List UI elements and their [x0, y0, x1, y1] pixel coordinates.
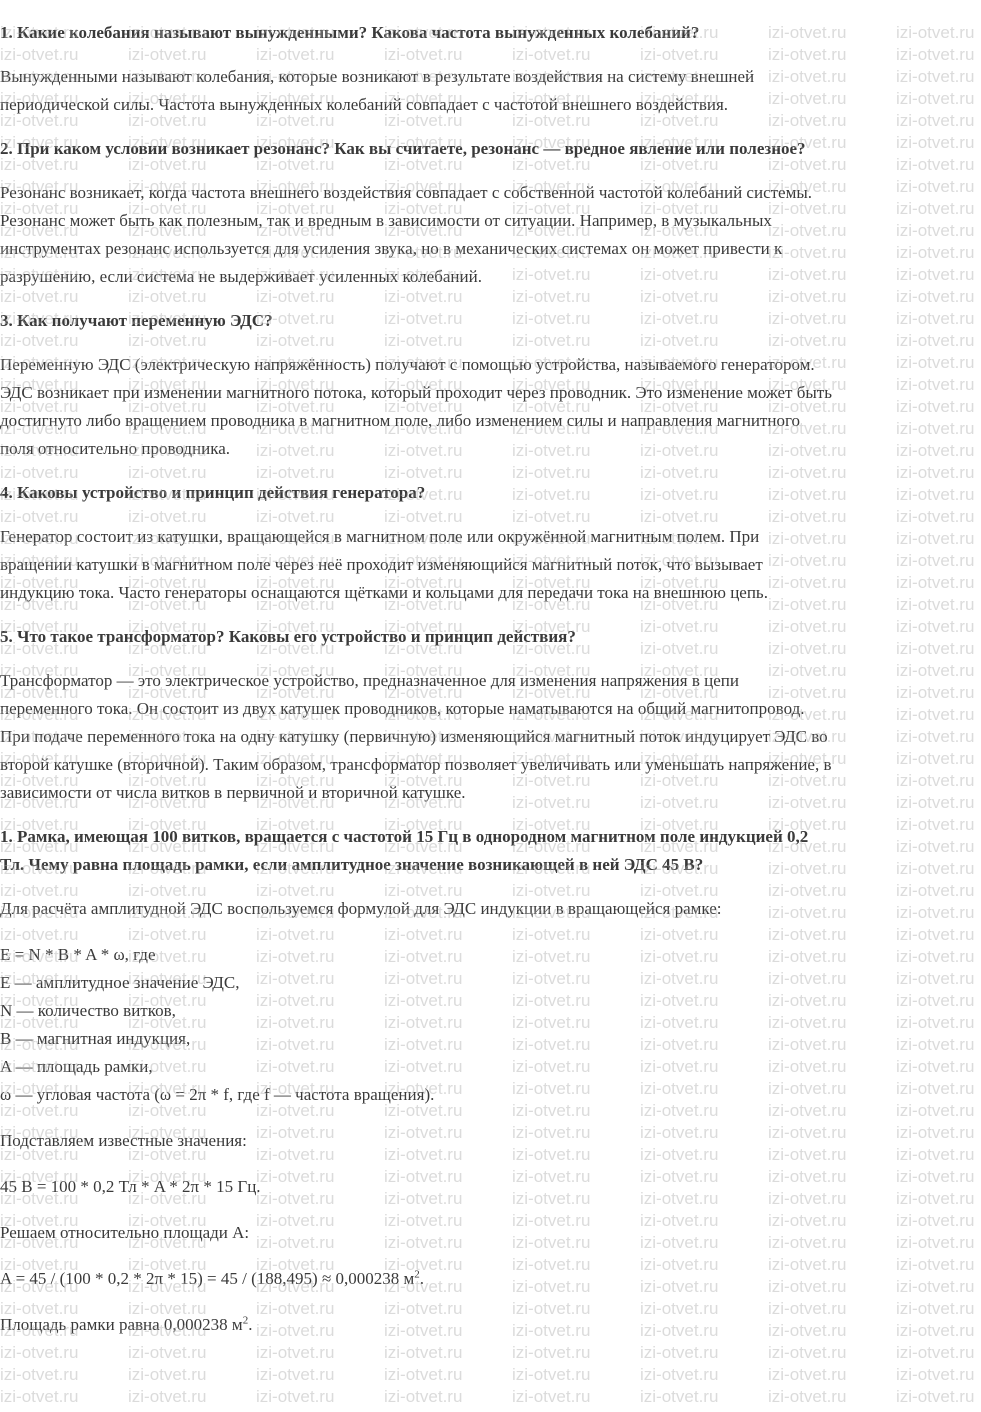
- final-answer-tail: .: [248, 1315, 253, 1334]
- final-answer-unit-exponent: 2: [242, 1314, 249, 1327]
- question-1-heading: 1. Какие колебания называют вынужденными? Какова частота вынужденных колебаний?: [0, 23, 700, 42]
- answer-2-line-2: Резонанс может быть как полезным, так и вредным в зависимости от ситуации. Например, в музыкальных: [0, 211, 772, 230]
- question-3-heading: 3. Как получают переменную ЭДС?: [0, 311, 273, 330]
- question-4-heading: 4. Каковы устройство и принцип действия генератора?: [0, 483, 426, 502]
- answer-1-line-1: Вынужденными называют колебания, которые возникают в результате воздействия на систему внешней: [0, 67, 755, 86]
- answer-3-line-4: поля относительно проводника.: [0, 439, 231, 458]
- solution-equation: [0, 1265, 981, 1293]
- formula-line-4: B — магнитная индукция,: [0, 1029, 191, 1048]
- answer-1-line-2: периодической силы. Частота вынужденных колебаний совпадает с частотой внешнего воздействия.: [0, 95, 729, 114]
- final-answer-text: Площадь рамки равна 0,000238 м: [0, 1315, 243, 1334]
- answer-5-line-5: зависимости от числа витков в первичной и вторичной катушке.: [0, 783, 466, 802]
- answer-2-line-1: Резонанс возникает, когда частота внешнего воздействия совпадает с собственной частотой колебаний системы.: [0, 183, 813, 202]
- problem-heading-line-1: 1. Рамка, имеющая 100 витков, вращается с частотой 15 Гц в однородном магнитном поле индукцией 0,2: [0, 827, 809, 846]
- formula-line-5: A — площадь рамки,: [0, 1057, 153, 1076]
- problem-intro: Для расчёта амплитудной ЭДС воспользуемся формулой для ЭДС индукции в вращающейся рамке:: [0, 899, 722, 918]
- question-5-heading: 5. Что такое трансформатор? Каковы его устройство и принцип действия?: [0, 627, 576, 646]
- answer-4-line-2: вращении катушки в магнитном поле через неё проходит изменяющийся магнитный поток, что вызывает: [0, 555, 763, 574]
- problem-heading-line-2: Тл. Чему равна площадь рамки, если амплитудное значение возникающей в ней ЭДС 45 В?: [0, 855, 704, 874]
- substitute-label: Подставляем известные значения:: [0, 1131, 247, 1150]
- answer-5-line-4: второй катушке (вторичной). Таким образом, трансформатор позволяет увеличивать или уменьшать напряжение, в: [0, 755, 832, 774]
- solution-text: A = 45 / (100 * 0,2 * 2π * 15) = 45 / (188,495) ≈ 0,000238 м: [0, 1269, 415, 1288]
- answer-5-line-2: переменного тока. Он состоит из двух катушек проводников, которые наматываются на общий магнитопровод.: [0, 699, 805, 718]
- formula-line-6: ω — угловая частота (ω = 2π * f, где f — частота вращения).: [0, 1085, 435, 1104]
- solution-tail: .: [419, 1269, 425, 1288]
- formula-line-1: E = N * B * A * ω, где: [0, 945, 156, 964]
- answer-5-line-1: Трансформатор — это электрическое устройство, предназначенное для изменения напряжения в цепи: [0, 671, 739, 690]
- substitution-equation: 45 В = 100 * 0,2 Тл * A * 2π * 15 Гц.: [0, 1177, 261, 1196]
- answer-2-line-3: инструментах резонанс используется для усиления звука, но в механических системах он может привести к: [0, 239, 783, 258]
- solution-unit-exponent: 2: [414, 1268, 420, 1281]
- final-answer: [0, 1311, 981, 1339]
- answer-4-line-1: Генератор состоит из катушки, вращающейся в магнитном поле или окружённой магнитным полем. При: [0, 527, 760, 546]
- formula-line-2: E — амплитудное значение ЭДС,: [0, 973, 240, 992]
- answer-3-line-3: достигнуто либо вращением проводника в магнитном поле, либо изменением силы и направления магнитного: [0, 411, 800, 430]
- formula-line-3: N — количество витков,: [0, 1001, 176, 1020]
- document-content: [0, 19, 981, 1339]
- answer-2-line-4: разрушению, если система не выдерживает усиленных колебаний.: [0, 267, 482, 286]
- answer-4-line-3: индукцию тока. Часто генераторы оснащаются щётками и кольцами для передачи тока на внешнюю цепь.: [0, 583, 768, 602]
- answer-3-line-1: Переменную ЭДС (электрическую напряжённость) получают с помощью устройства, называемого генератором.: [0, 355, 815, 374]
- answer-3-line-2: ЭДС возникает при изменении магнитного потока, который проходит через проводник. Это изменение может быть: [0, 383, 832, 402]
- answer-5-line-3: При подаче переменного тока на одну катушку (первичную) изменяющийся магнитный поток индуцирует ЭДС во: [0, 727, 828, 746]
- question-2-heading: 2. При каком условии возникает резонанс? Как вы считаете, резонанс — вредное явление или полезное?: [0, 139, 806, 158]
- solve-label: Решаем относительно площади A:: [0, 1223, 250, 1242]
